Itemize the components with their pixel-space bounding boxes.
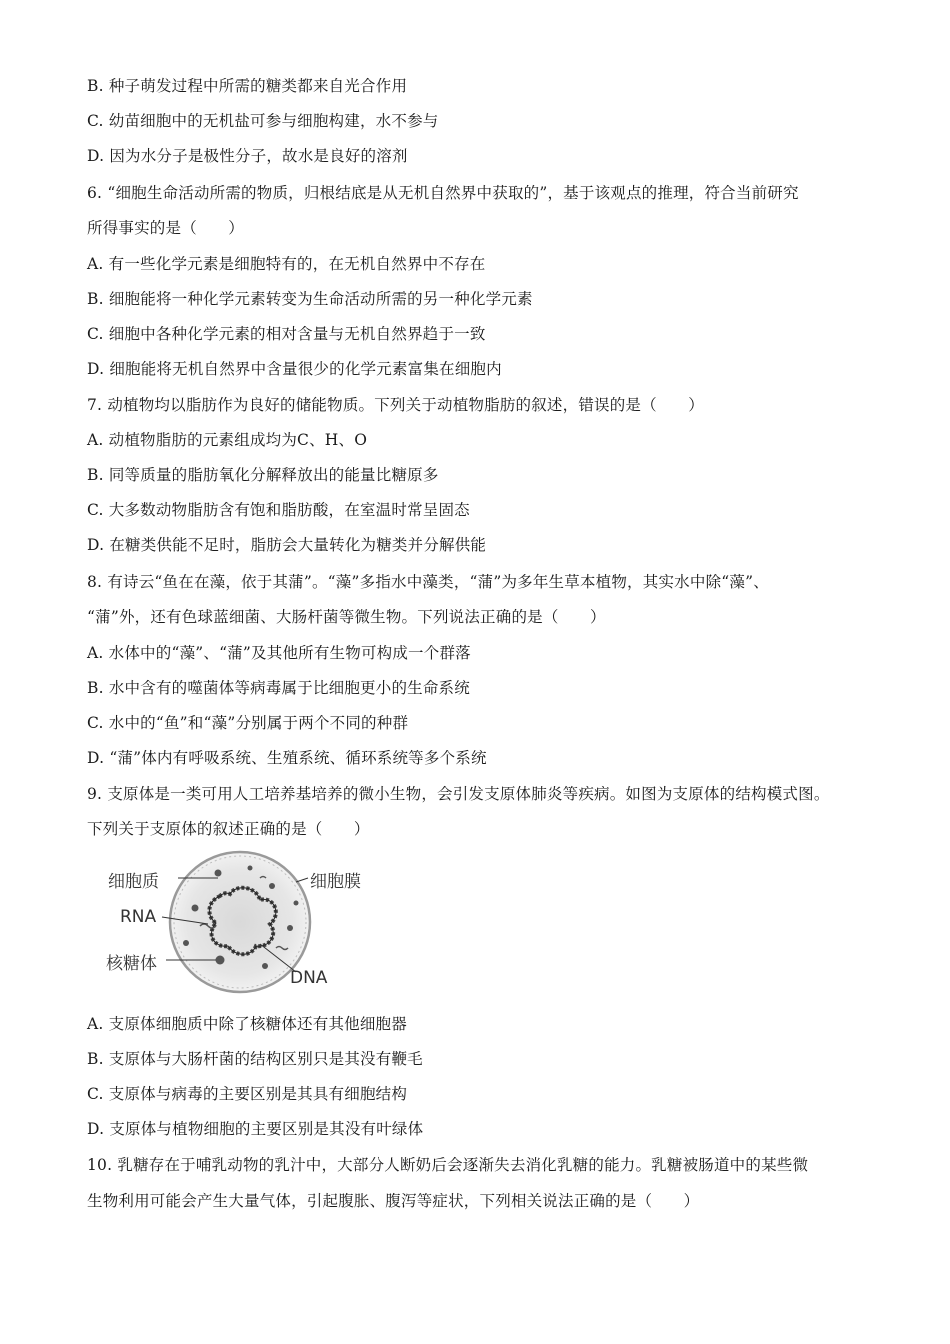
label-dna: DNA	[290, 968, 328, 988]
question-6-stem-cont: 所得事实的是（ ）	[87, 219, 245, 237]
option-5b: B. 种子萌发过程中所需的糖类都来自光合作用	[87, 77, 408, 95]
option-6a: A. 有一些化学元素是细胞特有的，在无机自然界中不存在	[87, 255, 486, 273]
option-6d: D. 细胞能将无机自然界中含量很少的化学元素富集在细胞内	[87, 360, 502, 378]
option-7d: D. 在糖类供能不足时，脂肪会大量转化为糖类并分解供能	[87, 536, 487, 554]
question-10-stem-cont: 生物利用可能会产生大量气体，引起腹胀、腹泻等症状，下列相关说法正确的是（ ）	[87, 1192, 700, 1210]
option-5d: D. 因为水分子是极性分子，故水是良好的溶剂	[87, 147, 408, 165]
cell-membrane-shape	[170, 852, 310, 992]
option-8c: C. 水中的“鱼”和“藻”分别属于两个不同的种群	[87, 714, 409, 732]
question-6-stem: 6. “细胞生命活动所需的物质，归根结底是从无机自然界中获取的”，基于该观点的推理，符合当前研究	[87, 184, 799, 202]
option-7b: B. 同等质量的脂肪氧化分解释放出的能量比糖原多	[87, 466, 439, 484]
label-membrane: 细胞膜	[310, 872, 361, 892]
option-5c: C. 幼苗细胞中的无机盐可参与细胞构建，水不参与	[87, 112, 439, 130]
option-7a: A. 动植物脂肪的元素组成均为C、H、O	[87, 431, 368, 449]
option-8b: B. 水中含有的噬菌体等病毒属于比细胞更小的生命系统	[87, 679, 470, 697]
option-7c: C. 大多数动物脂肪含有饱和脂肪酸，在室温时常呈固态	[87, 501, 470, 519]
label-cytoplasm: 细胞质	[108, 872, 159, 892]
option-9a: A. 支原体细胞质中除了核糖体还有其他细胞器	[87, 1015, 407, 1033]
label-rna: RNA	[120, 907, 157, 927]
question-7-stem: 7. 动植物均以脂肪作为良好的储能物质。下列关于动植物脂肪的叙述，错误的是（ ）	[87, 396, 704, 414]
label-ribosome: 核糖体	[106, 954, 157, 974]
option-8d: D. “蒲”体内有呼吸系统、生殖系统、循环系统等多个系统	[87, 749, 487, 767]
option-9b: B. 支原体与大肠杆菌的结构区别只是其没有鞭毛	[87, 1050, 423, 1068]
option-9d: D. 支原体与植物细胞的主要区别是其没有叶绿体	[87, 1120, 424, 1138]
question-8-stem-cont: “蒲”外，还有色球蓝细菌、大肠杆菌等微生物。下列说法正确的是（ ）	[87, 608, 606, 626]
question-10-stem: 10. 乳糖存在于哺乳动物的乳汁中，大部分人断奶后会逐渐失去消化乳糖的能力。乳糖被肠道中的某些微	[87, 1156, 809, 1174]
question-8-stem: 8. 有诗云“鱼在在藻，依于其蒲”。“藻”多指水中藻类，“蒲”为多年生草本植物，其实水中除“藻”、	[87, 573, 769, 591]
question-9-stem: 9. 支原体是一类可用人工培养基培养的微小生物，会引发支原体肺炎等疾病。如图为支原体的结构模式图。	[87, 785, 830, 803]
option-8a: A. 水体中的“藻”、“蒲”及其他所有生物可构成一个群落	[87, 644, 471, 662]
question-9-stem-cont: 下列关于支原体的叙述正确的是（ ）	[87, 820, 370, 838]
option-9c: C. 支原体与病毒的主要区别是其具有细胞结构	[87, 1085, 408, 1103]
membrane-leader	[296, 878, 308, 882]
option-6b: B. 细胞能将一种化学元素转变为生命活动所需的另一种化学元素	[87, 290, 533, 308]
option-6c: C. 细胞中各种化学元素的相对含量与无机自然界趋于一致	[87, 325, 486, 343]
mycoplasma-structure-diagram	[100, 848, 390, 998]
